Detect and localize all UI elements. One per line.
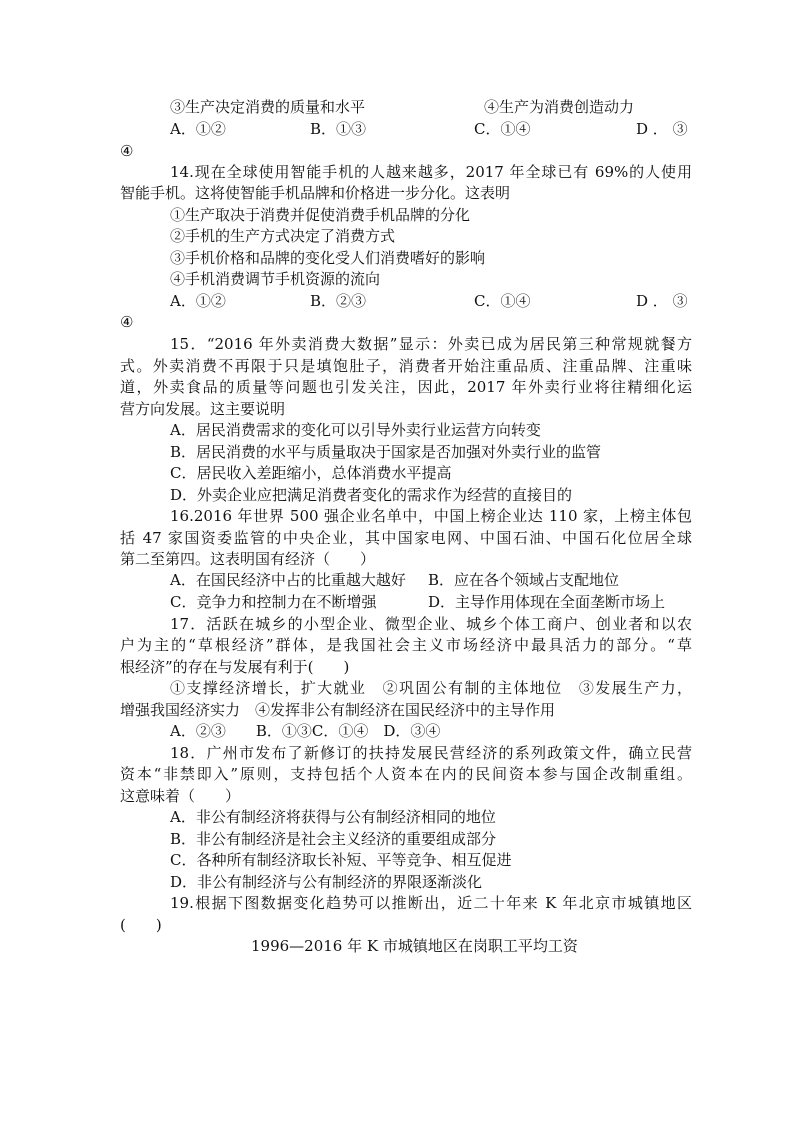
q13-choice-a: A．①② xyxy=(170,120,226,138)
q18-stem-line-3: 这意味着（ ） xyxy=(120,787,241,805)
q15-option-d: D．外卖企业应把满足消费者变化的需求作为经营的直接目的 xyxy=(170,486,573,504)
q17-items-line-1: ①支撑经济增长，扩大就业 ②巩固公有制的主体地位 ③发展生产力， xyxy=(170,679,692,697)
q13-choice-d-wrap: ④ xyxy=(120,142,134,160)
q13-choice-c: C．①④ xyxy=(474,120,531,138)
q14-item-2: ②手机的生产方式决定了消费方式 xyxy=(170,227,396,245)
q16-option-a: A．在国民经济中占的比重越大越好 xyxy=(170,571,406,589)
q14-item-4: ④手机消费调节手机资源的流向 xyxy=(170,270,381,288)
q13-choice-d: D ． ③ xyxy=(636,120,688,138)
q16-stem-line-2: 括 47 家国资委监管的中央企业，其中国家电网、中国石油、中国石化位居全球 xyxy=(120,529,692,547)
q14-item-3: ③手机价格和品牌的变化受人们消费嗜好的影响 xyxy=(170,249,486,267)
q14-choice-b: B．②③ xyxy=(310,292,367,310)
q18-option-b: B．非公有制经济是社会主义经济的重要组成部分 xyxy=(170,830,497,848)
q15-stem-line-3: 道，外卖食品的质量等问题也引发关注，因此，2017 年外卖行业将往精细化运 xyxy=(120,378,692,396)
q15-stem-line-4: 营方向发展。这主要说明 xyxy=(120,400,286,418)
q18-stem-line-1: 18．广州市发布了新修订的扶持发展民营经济的系列政策文件，确立民营 xyxy=(170,744,692,762)
q15-option-a: A．居民消费需求的变化可以引导外卖行业运营方向转变 xyxy=(170,421,541,439)
q17-items-line-2: 增强我国经济实力 ④发挥非公有制经济在国民经济中的主导作用 xyxy=(120,701,556,719)
q17-stem-line-1: 17．活跃在城乡的小型企业、微型企业、城乡个体工商户、创业者和以农 xyxy=(170,615,692,633)
q16-option-c: C．竞争力和控制力在不断增强 xyxy=(170,593,377,611)
q18-option-c: C．各种所有制经济取长补短、平等竞争、相互促进 xyxy=(170,851,512,869)
q18-stem-line-2: 资本“非禁即入”原则，支持包括个人资本在内的民间资本参与国企改制重组。 xyxy=(120,765,692,783)
q15-stem-line-1: 15．“2016 年外卖消费大数据”显示：外卖已成为居民第三种常规就餐方 xyxy=(170,335,692,353)
q18-option-a: A．非公有制经济将获得与公有制经济相同的地位 xyxy=(170,808,496,826)
q14-item-1: ①生产取决于消费并促使消费手机品牌的分化 xyxy=(170,206,471,224)
q16-option-d: D．主导作用体现在全面垄断市场上 xyxy=(428,593,666,611)
q14-choice-d: D ． ③ xyxy=(636,292,688,310)
q14-stem-line-2: 智能手机。这将使智能手机品牌和价格进一步分化。这表明 xyxy=(120,184,511,202)
q16-option-b: B．应在各个领域占支配地位 xyxy=(428,571,620,589)
q14-choice-d-wrap: ④ xyxy=(120,313,134,331)
q19-figure-caption: 1996—2016 年 K 市城镇地区在岗职工平均工资 xyxy=(251,937,578,955)
q19-stem-line-1: 19.根据下图数据变化趋势可以推断出，近二十年来 K 年北京市城镇地区 xyxy=(170,894,692,912)
q17-stem-line-3: 根经济”的存在与发展有利于( ) xyxy=(120,658,350,676)
q15-stem-line-2: 式。外卖消费不再限于只是填饱肚子，消费者开始注重品质、注重品牌、注重味 xyxy=(120,357,692,375)
q15-option-b: B．居民消费的水平与质量取决于国家是否加强对外卖行业的监管 xyxy=(170,443,602,461)
q17-choices: A．②③ B．①③C．①④ D．③④ xyxy=(170,722,441,740)
q14-choice-a: A．①② xyxy=(170,292,226,310)
q17-stem-line-2: 户为主的“草根经济”群体，是我国社会主义市场经济中最具活力的部分。“草 xyxy=(120,636,692,654)
q16-stem-line-3: 第二至第四。这表明国有经济（ ） xyxy=(120,550,376,568)
q15-option-c: C．居民收入差距缩小，总体消费水平提高 xyxy=(170,464,452,482)
q13-option-3: ③生产决定消费的质量和水平 xyxy=(170,98,366,116)
q19-stem-line-2: ( ) xyxy=(120,916,162,934)
q18-option-d: D．非公有制经济与公有制经济的界限逐渐淡化 xyxy=(170,873,483,891)
q13-option-4: ④生产为消费创造动力 xyxy=(484,98,635,116)
q16-stem-line-1: 16.2016 年世界 500 强企业名单中，中国上榜企业达 110 家，上榜主体包 xyxy=(170,507,692,525)
q13-choice-b: B．①③ xyxy=(310,120,367,138)
q14-stem-line-1: 14.现在全球使用智能手机的人越来越多，2017 年全球已有 69%的人使用 xyxy=(170,163,692,181)
q14-choice-c: C．①④ xyxy=(474,292,531,310)
